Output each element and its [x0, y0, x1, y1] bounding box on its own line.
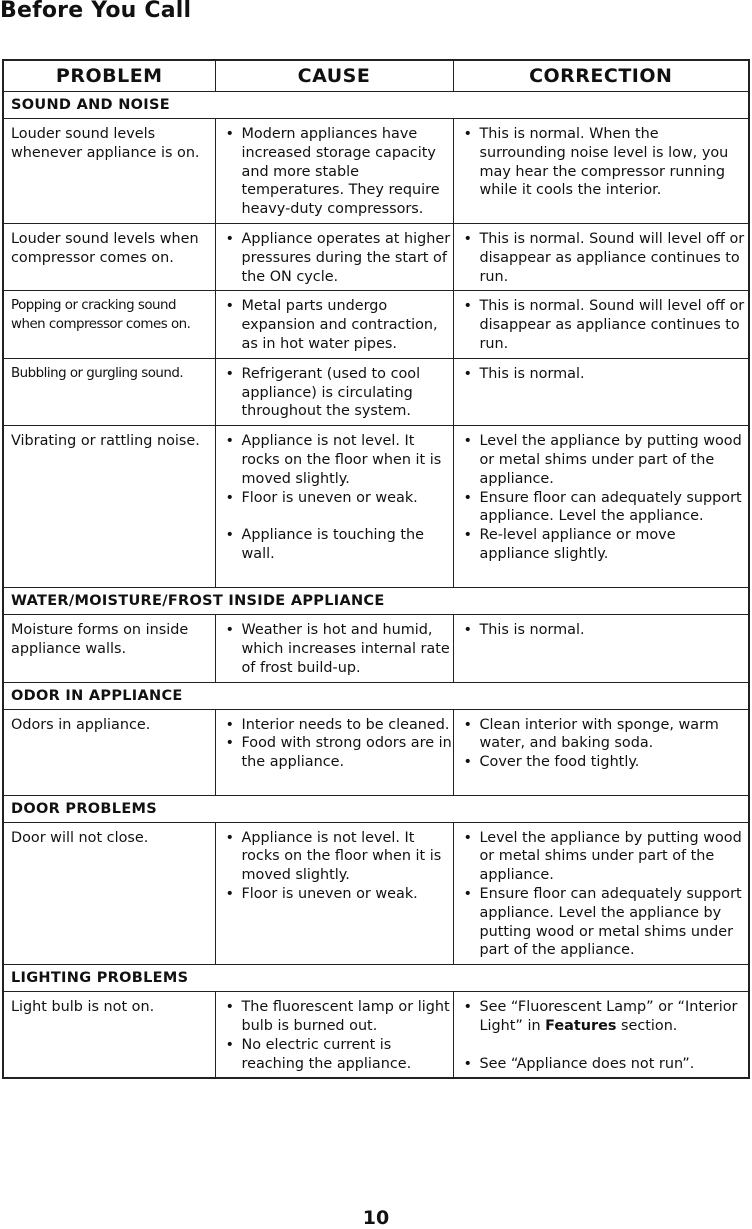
cause-item: • Appliance operates at higher pressures during the start of the ON cycle. — [216, 230, 453, 286]
section-door-problems: DOOR PROBLEMS — [3, 795, 749, 822]
correction-cell — [453, 992, 749, 1079]
table-row — [3, 291, 749, 358]
correction-item — [454, 998, 749, 1036]
cause-cell — [215, 223, 453, 290]
section-row — [3, 588, 749, 615]
problem-cell: Popping or cracking sound when compressor comes on. — [3, 291, 215, 358]
problem-cell: Bubbling or gurgling sound. — [3, 358, 215, 425]
correction-cell — [453, 119, 749, 224]
cause-cell — [215, 822, 453, 965]
correction-item: • See “Appliance does not run”. — [454, 1055, 749, 1074]
section-row — [3, 965, 749, 992]
correction-item: • Clean interior with sponge, warm water, and baking soda. — [454, 716, 749, 754]
cause-item: • Appliance is not level. It rocks on the floor when it is moved slightly. — [216, 829, 453, 885]
cause-cell — [215, 992, 453, 1079]
table-row — [3, 709, 749, 795]
correction-item: • Level the appliance by putting wood or metal shims under part of the appliance. — [454, 432, 749, 488]
table-header-row — [3, 60, 749, 92]
correction-item: • This is normal. — [454, 365, 749, 384]
cause-item: • Metal parts undergo expansion and contraction, as in hot water pipes. — [216, 297, 453, 353]
header-correction: CORRECTION — [453, 60, 749, 92]
header-cause: CAUSE — [215, 60, 453, 92]
correction-item: • This is normal. Sound will level off or disappear as appliance continues to run. — [454, 230, 749, 286]
section-row — [3, 682, 749, 709]
correction-item: • Ensure floor can adequately support appliance. Level the appliance. — [454, 489, 749, 527]
section-odor-in-appliance: ODOR IN APPLIANCE — [3, 682, 749, 709]
cause-item: • Appliance is not level. It rocks on the floor when it is moved slightly. — [216, 432, 453, 488]
cause-item: • No electric current is reaching the appliance. — [216, 1036, 453, 1074]
cause-item: • Food with strong odors are in the appliance. — [216, 734, 453, 772]
cause-item: • Floor is uneven or weak. — [216, 885, 453, 904]
cause-cell — [215, 291, 453, 358]
table-row — [3, 822, 749, 965]
section-row — [3, 795, 749, 822]
correction-item: • This is normal. When the surrounding noise level is low, you may hear the compressor running while it cools the interior. — [454, 125, 749, 200]
table-row — [3, 426, 749, 588]
table-row — [3, 992, 749, 1079]
correction-item: • Cover the food tightly. — [454, 753, 749, 772]
cause-item: • Interior needs to be cleaned. — [216, 716, 453, 735]
problem-cell: Odors in appliance. — [3, 709, 215, 795]
correction-cell — [453, 291, 749, 358]
section-water-moisture-frost: WATER/MOISTURE/FROST INSIDE APPLIANCE — [3, 588, 749, 615]
correction-cell — [453, 223, 749, 290]
problem-cell: Louder sound levels when compressor comes on. — [3, 223, 215, 290]
table-row — [3, 358, 749, 425]
cause-item: • Refrigerant (used to cool appliance) is circulating throughout the system. — [216, 365, 453, 421]
header-problem: PROBLEM — [3, 60, 215, 92]
correction-cell — [453, 709, 749, 795]
table-row — [3, 223, 749, 290]
correction-item: • This is normal. Sound will level off or disappear as appliance continues to run. — [454, 297, 749, 353]
cause-item: • The fluorescent lamp or light bulb is burned out. — [216, 998, 453, 1036]
correction-cell — [453, 615, 749, 682]
page-number: 10 — [362, 1207, 390, 1229]
section-lighting-problems: LIGHTING PROBLEMS — [3, 965, 749, 992]
cause-item: • Modern appliances have increased storage capacity and more stable temperatures. They require heavy-duty compressors. — [216, 125, 453, 219]
table-row — [3, 119, 749, 224]
correction-item: • Ensure floor can adequately support appliance. Level the appliance by putting wood or metal shims under part of the appliance. — [454, 885, 749, 960]
correction-text: section. — [616, 1017, 678, 1034]
cause-cell — [215, 119, 453, 224]
features-reference: Features — [545, 1017, 617, 1034]
cause-item: • Weather is hot and humid, which increases internal rate of frost build-up. — [216, 621, 453, 677]
correction-item: • Level the appliance by putting wood or metal shims under part of the appliance. — [454, 829, 749, 885]
correction-cell — [453, 426, 749, 588]
correction-item: • This is normal. — [454, 621, 749, 640]
correction-text: See “Fluorescent Lamp” or “Interior Light” in — [479, 999, 738, 1034]
page-title: Before You Call — [0, 0, 192, 23]
correction-cell — [453, 358, 749, 425]
problem-cell: Light bulb is not on. — [3, 992, 215, 1079]
correction-cell — [453, 822, 749, 965]
problem-cell: Door will not close. — [3, 822, 215, 965]
table-row — [3, 615, 749, 682]
problem-cell: Moisture forms on inside appliance walls. — [3, 615, 215, 682]
problem-cell: Louder sound levels whenever appliance is on. — [3, 119, 215, 224]
troubleshooting-table — [2, 59, 750, 1079]
cause-item: • Appliance is touching the wall. — [216, 526, 453, 564]
cause-cell — [215, 426, 453, 588]
section-row — [3, 92, 749, 119]
cause-cell — [215, 358, 453, 425]
problem-cell: Vibrating or rattling noise. — [3, 426, 215, 588]
correction-item: • Re-level appliance or move appliance slightly. — [454, 526, 749, 564]
section-sound-and-noise: SOUND AND NOISE — [3, 92, 749, 119]
cause-cell — [215, 709, 453, 795]
cause-cell — [215, 615, 453, 682]
cause-item: • Floor is uneven or weak. — [216, 489, 453, 508]
